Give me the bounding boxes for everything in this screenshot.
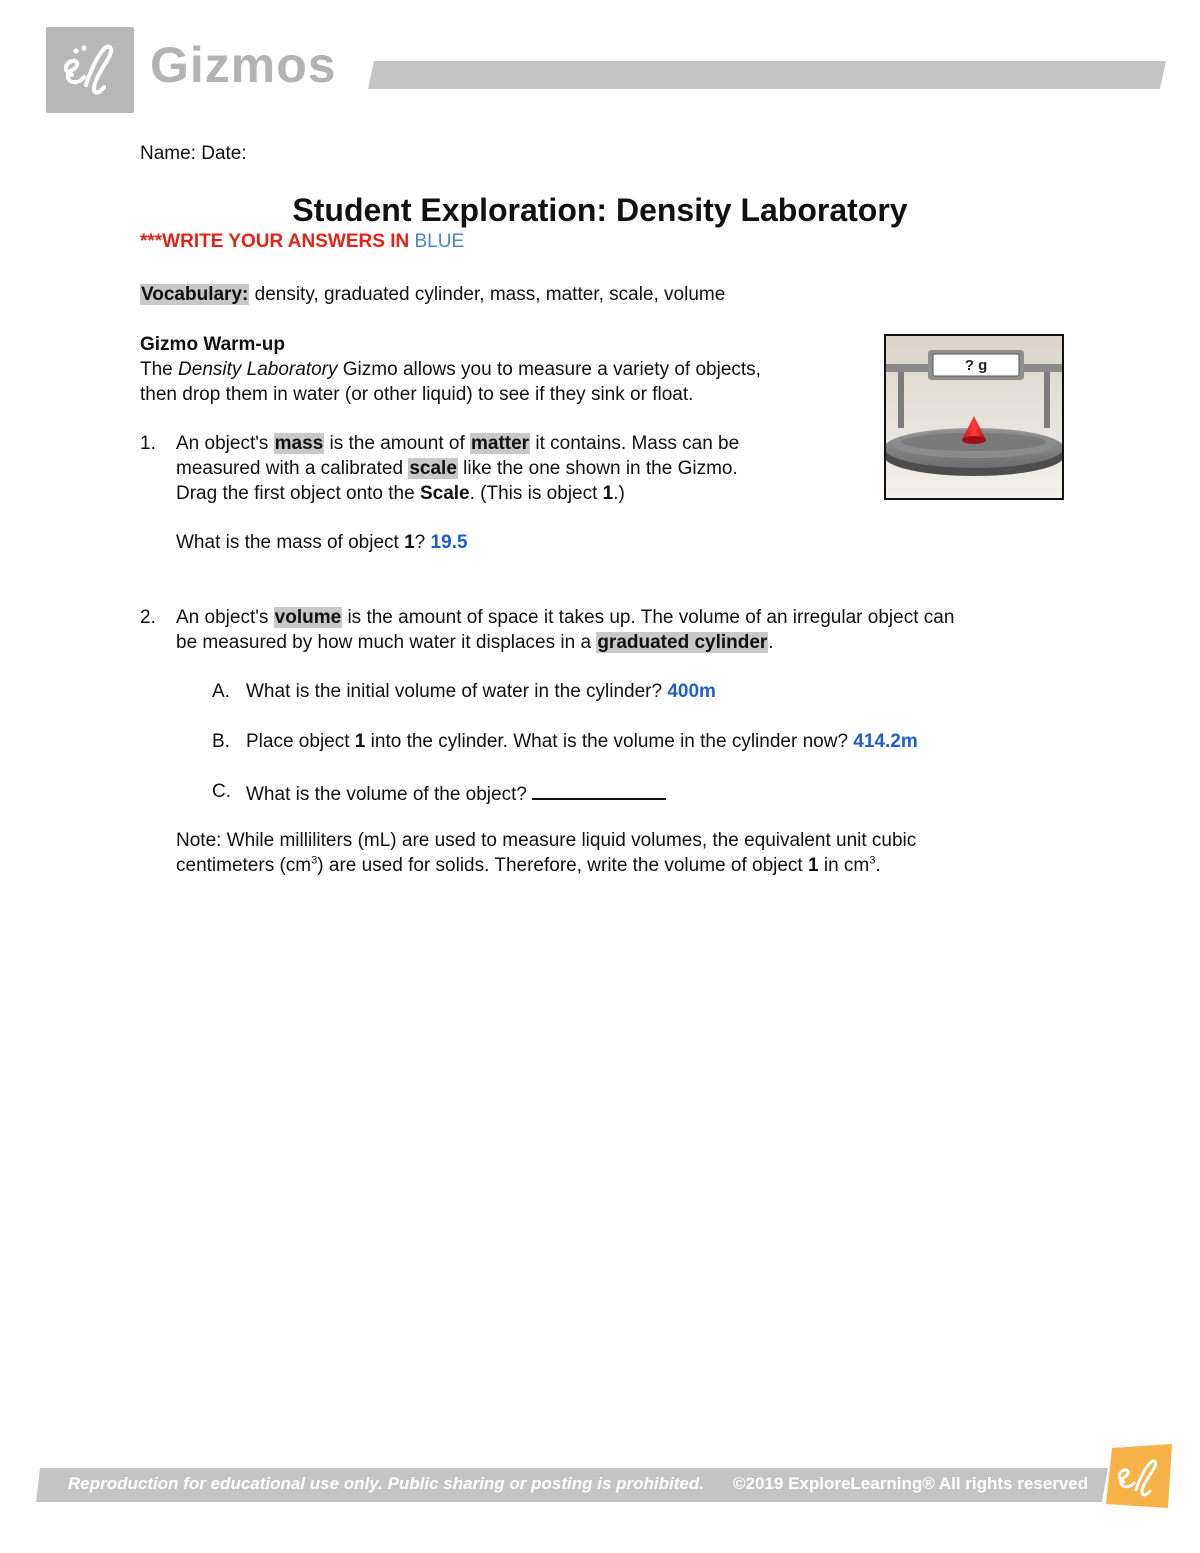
brand-name: Gizmos [150, 37, 337, 93]
explorelearning-logo-icon [1104, 1442, 1176, 1512]
object-number: 1 [602, 483, 614, 504]
scale-readout: ? g [964, 357, 988, 374]
term-scale: scale [409, 458, 457, 479]
vocabulary-label: Vocabulary: [141, 284, 249, 305]
warmup-heading: Gizmo Warm-up [140, 334, 285, 355]
q2a-text: What is the initial volume of water in the cylinder? [246, 681, 668, 702]
object-number: 1 [354, 731, 366, 752]
term-mass: mass [274, 433, 324, 454]
instruction-blue-text: BLUE [414, 231, 465, 252]
object-number: 1 [404, 532, 415, 553]
note-text: ) are used for solids. Therefore, write the volume of object [317, 855, 808, 876]
note-text: in cm [818, 855, 870, 876]
gizmo-name: Density Laboratory [178, 359, 338, 380]
answer-instruction [140, 231, 464, 253]
scale-word: Scale [419, 483, 470, 504]
question-1-prompt [176, 530, 468, 555]
name-date-line: Name: Date: [140, 143, 247, 164]
footer-disclaimer: Reproduction for educational use only. Public sharing or posting is prohibited. [68, 1474, 704, 1493]
volume-note [176, 828, 916, 878]
header-bar [368, 61, 1166, 89]
q1-text: Drag the first object onto the [176, 483, 420, 504]
vocabulary-line [140, 282, 725, 307]
answer-new-volume[interactable]: 414.2m [853, 731, 918, 752]
answer-mass[interactable]: 19.5 [430, 532, 468, 553]
warmup-intro [140, 357, 860, 407]
q1-text: like the one shown in the Gizmo. [457, 458, 738, 479]
answer-initial-volume[interactable]: 400m [667, 681, 716, 702]
q1-text: .) [613, 483, 625, 504]
el-logo-icon [46, 27, 134, 113]
q1-prompt-text: ? [414, 532, 431, 553]
q2-text: be measured by how much water it displaces in a [176, 632, 597, 653]
sub-letter: B. [212, 731, 230, 752]
q2b-text: Place object [246, 731, 355, 752]
superscript: 3 [311, 854, 318, 867]
sub-letter: C. [212, 781, 231, 802]
term-graduated-cylinder: graduated cylinder [597, 632, 768, 653]
sub-letter: A. [212, 681, 230, 702]
question-number: 1. [140, 433, 156, 454]
q1-text: it contains. Mass can be [530, 433, 740, 454]
q1-text: An object's [176, 433, 274, 454]
answer-blank[interactable] [532, 779, 666, 800]
gizmos-logo [46, 27, 134, 113]
term-volume: volume [274, 607, 342, 628]
superscript: 3 [869, 854, 876, 867]
note-text: centimeters (cm [176, 855, 312, 876]
note-text: . [875, 855, 881, 876]
note-text: Note: While milliliters (mL) are used to measure liquid volumes, the equivalent unit cubic [176, 830, 917, 851]
question-number: 2. [140, 607, 156, 628]
q2-text: is the amount of space it takes up. The volume of an irregular object can [342, 607, 955, 628]
q2-text: An object's [176, 607, 274, 628]
object-number: 1 [807, 855, 819, 876]
q1-text: . (This is object [469, 483, 603, 504]
question-2-text [176, 605, 1076, 655]
intro-text: Gizmo allows you to measure a variety of objects, [337, 359, 761, 380]
intro-text: The [140, 359, 179, 380]
vocabulary-terms: density, graduated cylinder, mass, matter, scale, volume [249, 284, 726, 305]
instruction-red-text: ***WRITE YOUR ANSWERS IN [140, 231, 415, 252]
question-1-text [176, 431, 1076, 506]
q1-prompt-text: What is the mass of object [176, 532, 405, 553]
q2b-text: into the cylinder. What is the volume in the cylinder now? [365, 731, 854, 752]
q2c-text: What is the volume of the object? [246, 784, 533, 805]
page-title: Student Exploration: Density Laboratory [292, 192, 908, 228]
intro-text: then drop them in water (or other liquid) to see if they sink or float. [140, 384, 694, 405]
footer-copyright: ©2019 ExploreLearning® All rights reserved [733, 1474, 1089, 1493]
term-matter: matter [471, 433, 530, 454]
q2-text: . [768, 632, 774, 653]
q1-text: measured with a calibrated [176, 458, 409, 479]
q1-text: is the amount of [324, 433, 470, 454]
